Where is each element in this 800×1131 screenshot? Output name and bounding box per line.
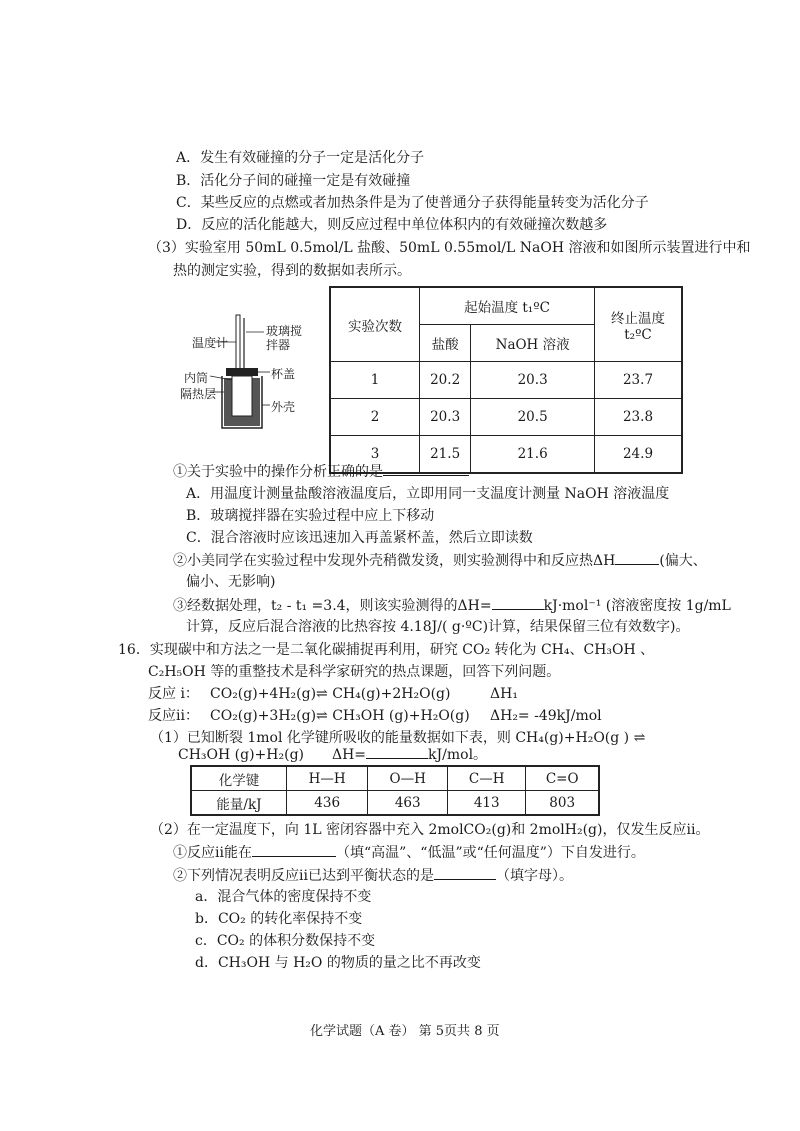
reaction-i-label: 反应 i： <box>148 686 199 702</box>
answer-blank <box>615 550 659 565</box>
q16-line2: C₂H₅OH 等的重整技术是科学家研究的热点课题，回答下列问题。 <box>148 664 561 680</box>
sub3-note: 计算，反应后混合溶液的比热容按 4.18J/( g·ºC)计算，结果保留三位有效数字)。 <box>186 619 690 635</box>
page-footer: 化学试题（A 卷） 第 5页共 8 页 <box>310 1024 500 1039</box>
sub3-question: ③经数据处理，t₂ - t₁ =3.4，则该实验测得的ΔH= kJ·mol⁻¹ (溶液密度按 1g/mL <box>173 595 731 616</box>
label-shell: 外壳 <box>271 400 296 414</box>
sub1-option-b: B．玻璃搅拌器在实验过程中应上下移动 <box>186 508 435 524</box>
part2-option-c: c．CO₂ 的体积分数保持不变 <box>195 933 376 949</box>
table-row: 化学键 H—H O—H C—H C=O <box>191 766 599 791</box>
reaction-i-dh: ΔH₁ <box>490 686 518 702</box>
sub1-option-a: A．用温度计测量盐酸溶液温度后，立即用同一支温度计测量 NaOH 溶液温度 <box>186 486 670 502</box>
header-naoh: NaOH 溶液 <box>471 325 595 362</box>
sub2-question: ②小美同学在实验过程中发现外壳稍微发烫，则实验测得中和反应热ΔH (偏大、 <box>173 550 707 571</box>
label-stirrer-1: 玻璃搅 <box>266 324 303 338</box>
option-b: B．活化分子间的碰撞一定是有效碰撞 <box>176 173 411 189</box>
part2-sub2: ②下列情况表明反应ii已达到平衡状态的是 （填字母）。 <box>173 865 573 886</box>
option-a: A．发生有效碰撞的分子一定是活化分子 <box>176 150 425 166</box>
label-thermometer: 温度计 <box>192 336 229 350</box>
part1-line2: CH₃OH (g)+H₂(g) ΔH= kJ/mol。 <box>178 744 487 765</box>
reaction-ii-dh: ΔH₂= -49kJ/mol <box>490 708 602 724</box>
part2-sub1: ①反应ii能在 （填“高温”、“低温”或“任何温度”）下自发进行。 <box>173 842 645 863</box>
sub2-choices: 偏小、无影响) <box>186 574 276 590</box>
header-hcl: 盐酸 <box>420 325 471 362</box>
option-c: C．某些反应的点燃或者加热条件是为了使普通分子获得能量转变为活化分子 <box>176 195 649 211</box>
table-row: 3 21.5 21.6 24.9 <box>330 436 682 474</box>
q16-line1: 16．实现碳中和方法之一是二氧化碳捕捉再利用，研究 CO₂ 转化为 CH₄、CH₃OH 、 <box>118 642 655 658</box>
part2-option-b: b．CO₂ 的转化率保持不变 <box>195 911 363 927</box>
experiment-data-table <box>329 286 683 474</box>
header-trial: 实验次数 <box>330 287 420 362</box>
sub1-option-c: C．混合溶液时应该迅速加入再盖紧杯盖，然后立即读数 <box>186 530 533 546</box>
calorimeter-apparatus <box>180 310 320 440</box>
label-insulation: 隔热层 <box>180 387 217 401</box>
part2-option-d: d．CH₃OH 与 H₂O 的物质的量之比不再改变 <box>195 955 481 971</box>
part3-line1: （3）实验室用 50mL 0.5mol/L 盐酸、50mL 0.55mol/L NaOH 溶液和如图所示装置进行中和 <box>148 240 751 256</box>
table-row: 1 20.2 20.3 23.7 <box>330 362 682 399</box>
answer-blank <box>492 595 544 610</box>
bond-energy-table <box>190 765 600 816</box>
answer-blank <box>252 842 336 857</box>
answer-blank <box>383 461 469 476</box>
header-start-temp: 起始温度 t₁ºC <box>420 287 595 325</box>
reaction-i-equation: CO₂(g)+4H₂(g)⇌ CH₄(g)+2H₂O(g) <box>210 686 451 702</box>
answer-blank <box>366 744 428 759</box>
table-row: 2 20.3 20.5 23.8 <box>330 399 682 436</box>
option-d: D．反应的活化能越大，则反应过程中单位体积内的有效碰撞次数越多 <box>176 217 608 233</box>
part3-line2: 热的测定实验，得到的数据如表所示。 <box>173 263 411 279</box>
reaction-ii-equation: CO₂(g)+3H₂(g)⇌ CH₃OH (g)+H₂O(g) <box>210 708 470 724</box>
reaction-ii-label: 反应ii： <box>148 708 199 724</box>
label-stirrer-2: 拌器 <box>266 338 291 352</box>
answer-blank <box>434 865 496 880</box>
sub1-question: ①关于实验中的操作分析正确的是 <box>173 461 469 482</box>
part2-intro: （2）在一定温度下，向 1L 密闭容器中充入 2molCO₂(g)和 2molH₂(g)，仅发生反应ii。 <box>150 822 710 838</box>
header-end-temp: 终止温度 t₂ºC <box>595 287 683 362</box>
part1-line1: （1）已知断裂 1mol 化学键所吸收的能量数据如下表，则 CH₄(g)+H₂O(g ) ⇌ <box>150 730 646 746</box>
label-lid: 杯盖 <box>271 367 296 381</box>
table-row: 能量/kJ 436 463 413 803 <box>191 791 599 816</box>
part2-option-a: a．混合气体的密度保持不变 <box>195 889 372 905</box>
label-inner: 内筒 <box>184 371 209 385</box>
